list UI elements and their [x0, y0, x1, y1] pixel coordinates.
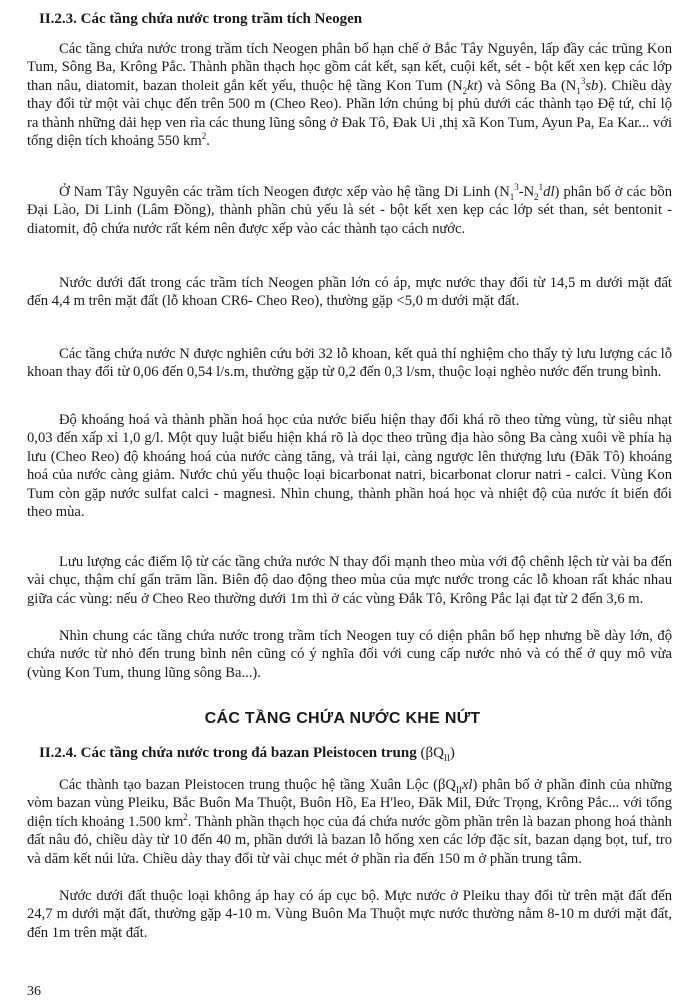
formula-italic: sb	[585, 77, 599, 94]
formula-subscript: II	[455, 784, 462, 795]
paragraph-water-level: Nước dưới đất trong các trầm tích Neogen phần lớn có áp, mực nước thay đổi từ 14,5 m dưới mặt đất đến 4,4 m trên mặt đất (lỗ khoan CR6- Cheo Reo), thường gặp <5,0 m dưới mặt đất.	[27, 275, 672, 310]
paragraph-neogen-summary: Nhìn chung các tầng chứa nước trong trầm tích Neogen tuy có diện phân bố hẹp nhưng bề dày lớn, độ chứa nước từ nhỏ đến trung bình nên cũng có ý nghĩa đối với cung cấp nước nhỏ và có thể ở quy mô vừa (vùng Kon Tum, thung lũng sông Ba...).	[27, 628, 672, 681]
formula-subscript: 1	[509, 191, 515, 202]
formula-subscript: 1	[576, 85, 581, 96]
paragraph-text: Các thành tạo bazan Pleistocen trung thuộc hệ tầng Xuân Lộc (βQ	[59, 777, 456, 793]
paragraph-neogen-distribution	[27, 40, 672, 150]
formula-open: (βQ	[420, 745, 444, 761]
paragraph-text: ) phân bố ở các bồn Đại Lào, Di Linh (Lâm Đồng), thành phần chủ yếu là sét - bột kết xen kẹp các lớp sét than, sét bentonit - diatomit, độ chứa nước rất kém nên được xếp vào các thành tạo cách nước.	[27, 184, 672, 237]
formula-italic: dl	[543, 184, 555, 200]
paragraph-text: .	[206, 133, 210, 150]
section-heading-2-2-4	[39, 744, 669, 762]
paragraph-text: Các tầng chứa nước trong trầm tích Neogen phân bố hạn chế ở Bắc Tây Nguyên, lấp đầy các trũng Kon Tum, Sông Ba, Krông Pắc. Thành phần thạch học gồm cát kết, sạn kết, cuội kết, sét - bột kết xen kẹp các lớp than nâu, diatomit, bazan tholeit gắn kết yếu, thuộc hệ tầng Kon Tum (N	[27, 41, 672, 94]
formula-italic: xl	[461, 777, 473, 793]
paragraph-mineralization: Độ khoáng hoá và thành phần hoá học của nước biểu hiện thay đổi khá rõ theo từng vùng, từ siêu nhạt 0,03 đến xấp xỉ 1,0 g/l. Một quy luật biểu hiện khá rõ là dọc theo trũng địa hào sông Ba càng xuôi về phía hạ lưu (Cheo Reo) độ khoáng hoá của nước càng tăng, và trái lại, càng ngược lên thượng lưu (Đăk Tô) khoáng hoá của nước càng giảm. Nước chủ yếu thuộc loại bicarbonat natri, bicarbonat clorur natri - calci. Vùng Kon Tum còn gặp nước sulfat calci - magnesi. Nhìn chung, thành phần hoá học và nhiệt độ của nước ít biến đổi theo mùa.	[27, 412, 672, 521]
page-number: 36	[27, 984, 41, 999]
section-heading-2-2-3: II.2.3. Các tầng chứa nước trong trầm tích Neogen	[39, 11, 363, 27]
paragraph-basalt-distribution	[27, 776, 672, 868]
paragraph-basalt-water-level: Nước dưới đất thuộc loại không áp hay có áp cục bộ. Mực nước ở Pleiku thay đổi từ trên mặt đất đến 24,7 m dưới mặt đất, thường gặp 4-10 m. Vùng Buôn Ma Thuột mực nước thường nằm 8-10 m dưới mặt đất, đến 1m trên mặt đất.	[27, 888, 672, 941]
paragraph-text: . Thành phần thạch học của đá chứa nước gồm phần trên là bazan phong hoá thành đất nâu đỏ, chiều dày từ 10 đến 40 m, phần dưới là bazan lỗ hổng xen các lớp đặc sít, bazan dạng bọt, tuf, tro và dăm kết núi lửa. Chiều dày thay đổi từ vài chục mét ở phần rìa đến 150 m ở phần trung tâm.	[27, 813, 672, 867]
formula-superscript: 3	[580, 75, 586, 86]
section-title-fracture-aquifers: CÁC TẦNG CHỨA NƯỚC KHE NỨT	[204, 710, 481, 727]
heading-formula	[420, 745, 454, 761]
paragraph-text: ). Chiều dày thay đổi từ một vài chục đến trên 500 m (Cheo Reo). Phần lớn chúng bị phủ dưới các thành tạo Đệ tứ, chỉ lộ ra thành những dải hẹp ven rìa các thung lũng sông ở Đak Tô, Đak Ui ,thị xã Kon Tum, Ayun Pa, Ea Kar... với tổng diện tích khoảng 550 km	[27, 77, 672, 150]
formula-subscript: 2	[462, 85, 468, 96]
paragraph-text: ) phân bố ở phần đỉnh của những vòm bazan vùng Pleiku, Bắc Buôn Ma Thuột, Buôn Hồ, Ea H'leo, Đăk Mil, Đức Trọng, Krông Pắc... với tổng diện tích khoảng 1.500 km	[27, 777, 672, 830]
paragraph-text: Ở Nam Tây Nguyên các trầm tích Neogen được xếp vào hệ tầng Di Linh (N	[59, 184, 510, 200]
formula-subscript: II	[443, 753, 450, 763]
formula-close: )	[449, 745, 455, 761]
formula-subscript: 2	[534, 191, 539, 202]
heading-text: II.2.4. Các tầng chứa nước trong đá bazan Pleistocen trung	[39, 745, 421, 761]
paragraph-text: -N	[518, 184, 535, 200]
unit-superscript: 2	[201, 131, 207, 142]
paragraph-di-linh-formation	[27, 183, 672, 238]
formula-superscript: 1	[538, 182, 544, 193]
paragraph-text: ) và Sông Ba (N	[477, 77, 577, 94]
unit-superscript: 2	[183, 811, 188, 822]
paragraph-seasonal-flow: Lưu lượng các điểm lộ từ các tầng chứa nước N thay đổi mạnh theo mùa với độ chênh lệch từ vài ba đến vài chục, thậm chí gấn trăm lần. Biên độ dao động theo mùa của mực nước trong các lỗ khoan rất khác nhau giữa các vùng: nếu ở Cheo Reo thường dưới 1m thì ở các vùng Đắk Tô, Krông Pắc lại đạt từ 2 đến 3,6 m.	[27, 554, 672, 607]
paragraph-boreholes: Các tầng chứa nước N được nghiên cứu bởi 32 lỗ khoan, kết quả thí nghiệm cho thấy tỷ lưu lượng các lỗ khoan thay đổi từ 0,06 đến 0,54 l/s.m, thường gặp từ 0,2 đến 0,3 l/sm, thuộc loại nghèo nước đến trung bình.	[27, 346, 672, 381]
formula-superscript: 3	[514, 182, 519, 193]
formula-italic: kt	[467, 77, 478, 94]
